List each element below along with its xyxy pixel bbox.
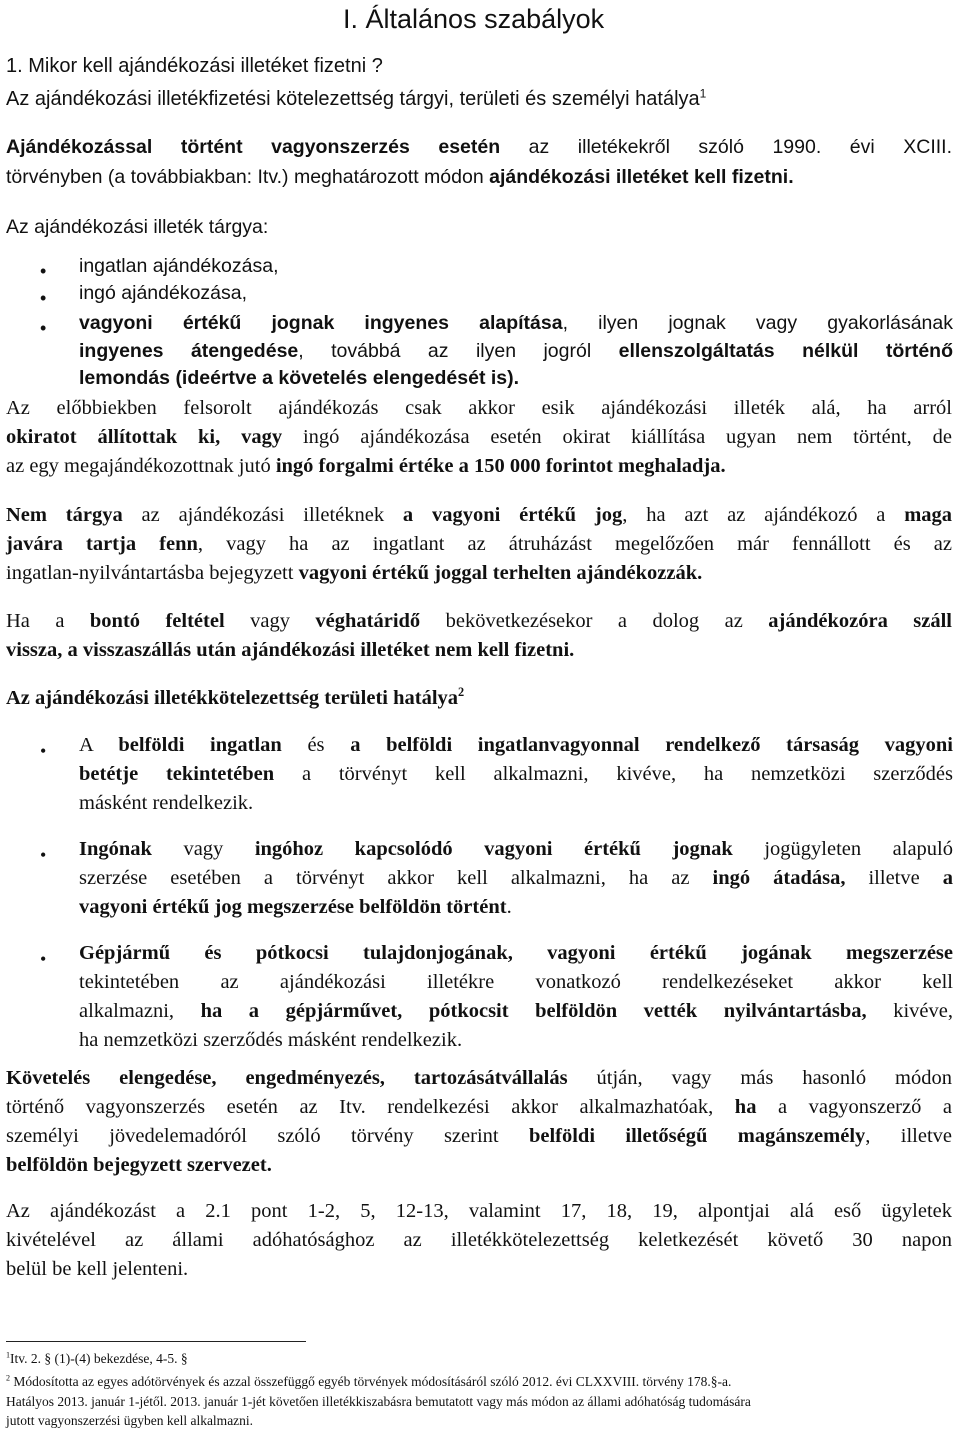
footnote-2-line-3: jutott vagyonszerzési ügyben kell alkalmazni. (6, 1413, 254, 1428)
bullet-icon: • (40, 845, 47, 865)
paragraph-4-line-1 (6, 610, 952, 633)
footnote-ref-2: 2 (458, 685, 465, 700)
o3-text: , ilyen jognak vagy gyakorlásának (562, 312, 953, 334)
paragraph-5-line-4: belföldön bejegyzett szervezet. (6, 1154, 272, 1176)
footnote-2-text: Módosította az egyes adótörvények és azzal összefüggő egyéb törvények módosításáról szóló 2012. évi CLXXVIII. törvény 178.§-a. (10, 1374, 732, 1389)
paragraph-2-line-2 (6, 426, 952, 449)
footnote-1-text: Itv. 2. § (1)-(4) bekezdése, 4-5. § (10, 1351, 188, 1366)
object-item-3-line-1 (79, 312, 953, 335)
t1-text: A (79, 734, 119, 756)
o3-text-2: , továbbá az ilyen jogról (298, 340, 619, 362)
scope-heading (6, 88, 706, 111)
p3-text-4: ingatlan-nyilvántartásba bejegyzett (6, 562, 299, 584)
bullet-icon: • (40, 288, 47, 308)
bullet-icon: • (40, 318, 47, 338)
t2-bold-5: vagyoni értékű jog megszerzése belföldön történt (79, 896, 507, 918)
territorial-1-line-1 (79, 734, 953, 757)
p3-text: az ajándékozási illetéknek (122, 504, 403, 526)
t3-text: alkalmazni, (79, 1000, 201, 1022)
footnote-2-line-2: Hatályos 2013. január 1-jétől. 2013. január 1-jét követően illetékkiszabásra bemutatott vagy más módon az állami adóhatóság tudomására (6, 1394, 751, 1409)
bullet-icon: • (40, 741, 47, 761)
p1-bold-2: ajándékozási illetéket kell fizetni. (489, 166, 794, 188)
paragraph-2-line-1: Az előbbiekben felsorolt ajándékozás csak akkor esik ajándékozási illeték alá, ha arról (6, 397, 952, 419)
paragraph-6-line-1: Az ajándékozást a 2.1 pont 1-2, 5, 12-13, valamint 17, 18, 19, alpontjai alá eső ügyletek (6, 1200, 952, 1222)
p5-text-5: , illetve (865, 1125, 952, 1147)
bullet-icon: • (40, 261, 47, 281)
object-item-1: ingatlan ajándékozása, (79, 255, 279, 277)
p1-bold: Ajándékozással történt vagyonszerzés esetén (6, 136, 501, 158)
p3-bold-2: a vagyoni értékű jog (402, 504, 623, 526)
p4-text: Ha a (6, 610, 90, 632)
paragraph-1-line-1 (6, 136, 952, 159)
t2-bold-2: ingóhoz kapcsolódó vagyoni értékű jognak (254, 838, 733, 860)
territorial-3-line-3 (79, 1000, 953, 1023)
p4-text-3: bekövetkezésekor a dolog az (420, 610, 769, 632)
p2-text: ingó ajándékozása esetén okirat kiállítása ugyan nem történt, de (282, 426, 952, 448)
p5-bold-2: ha (734, 1096, 757, 1118)
territorial-1-line-3: másként rendelkezik. (79, 792, 254, 814)
p5-text-4: személyi jövedelemadóról szóló törvény szerint (6, 1125, 529, 1147)
paragraph-5-line-1 (6, 1067, 952, 1090)
o3-bold-2: ingyenes átengedése (79, 340, 299, 362)
t2-bold: Ingónak (79, 838, 152, 860)
p5-text-3: a vagyonszerző a (756, 1096, 952, 1118)
p1-text-2: törvényben (a továbbiakban: Itv.) meghatározott módon (6, 166, 490, 188)
footnote-ref-1: 1 (699, 86, 707, 101)
object-item-3-line-3: lemondás (ideértve a követelés elengedését is). (79, 367, 520, 389)
paragraph-3-line-1 (6, 504, 952, 527)
t1-bold-2: a belföldi ingatlanvagyonnal rendelkező társaság vagyoni (350, 734, 953, 756)
p3-bold-4: javára tartja fenn (6, 533, 198, 555)
territorial-3-line-1: Gépjármű és pótkocsi tulajdonjogának, vagyoni értékű jogának megszerzése (79, 942, 953, 964)
t2-text: vagy (151, 838, 255, 860)
t3-text-2: kivéve, (866, 1000, 953, 1022)
paragraph-4-line-2: vissza, a visszaszállás után ajándékozási illetéket nem kell fizetni. (6, 639, 575, 661)
t2-text-2: jogügyleten alapuló (732, 838, 953, 860)
page-title: I. Általános szabályok (343, 4, 605, 34)
territorial-2-line-1 (79, 838, 953, 861)
territorial-heading (6, 687, 464, 710)
territorial-3-line-4: ha nemzetközi szerződés másként rendelkezik. (79, 1029, 463, 1051)
paragraph-6-line-2: kivételével az állami adóhatósághoz az illetékkötelezettség keletkezését követő 30 napon (6, 1229, 952, 1251)
footnote-1-marker: 1 (6, 1350, 11, 1360)
p5-text-2: történő vagyonszerzés esetén az Itv. rendelkezési akkor alkalmazhatóak, (6, 1096, 735, 1118)
t2-text-5: . (506, 896, 512, 918)
t1-text-2: és (281, 734, 351, 756)
paragraph-3-line-2 (6, 533, 952, 556)
paragraph-5-line-3 (6, 1125, 952, 1148)
p2-bold: okiratot állítottak ki, vagy (6, 426, 283, 448)
territorial-2-line-2 (79, 867, 953, 890)
t2-text-3: szerzése esetében a törvényt akkor kell alkalmazni, ha az (79, 867, 713, 889)
footnote-2-line-1 (6, 1374, 731, 1390)
paragraph-3-line-3 (6, 562, 702, 585)
question-heading: 1. Mikor kell ajándékozási illetéket fizetni ? (6, 55, 383, 77)
p1-text: az illetékekről szóló 1990. évi XCIII. (500, 136, 952, 158)
p4-bold-2: véghatáridő (315, 610, 421, 632)
t1-text-3: a törvényt kell alkalmazni, kivéve, ha nemzetközi szerződés (274, 763, 953, 785)
footnote-separator (6, 1341, 306, 1342)
p4-bold: bontó feltétel (89, 610, 225, 632)
p4-bold-3: ajándékozóra száll (768, 610, 953, 632)
t1-bold-3: betétje tekintetében (79, 763, 275, 785)
o3-bold: vagyoni értékű jognak ingyenes alapítása (79, 312, 563, 334)
bullet-icon: • (40, 949, 47, 969)
t2-bold-4: a (942, 867, 953, 889)
t3-bold: ha a gépjárművet, pótkocsit belföldön vették nyilvántartásba, (200, 1000, 867, 1022)
object-item-2: ingó ajándékozása, (79, 282, 248, 304)
p5-bold-3: belföldi illetőségű magánszemély (528, 1125, 866, 1147)
object-title: Az ajándékozási illeték tárgya: (6, 216, 269, 238)
paragraph-2-line-3 (6, 455, 726, 478)
territorial-2-line-3 (79, 896, 512, 919)
t2-bold-3: ingó átadása, (712, 867, 846, 889)
paragraph-1-line-2 (6, 166, 794, 189)
p3-bold-3: maga (904, 504, 953, 526)
p3-text-2: , ha azt az ajándékozó a (622, 504, 905, 526)
p5-text: útján, vagy más hasonló módon (567, 1067, 952, 1089)
object-item-3-line-2 (79, 340, 953, 363)
paragraph-5-line-2 (6, 1096, 952, 1119)
paragraph-6-line-3: belül be kell jelenteni. (6, 1258, 189, 1280)
p3-bold: Nem tárgya (6, 504, 123, 526)
p4-text-2: vagy (224, 610, 316, 632)
scope-heading-text: Az ajándékozási illetékfizetési kötelezettség tárgyi, területi és személyi hatálya (6, 88, 700, 110)
t1-bold: belföldi ingatlan (118, 734, 282, 756)
t2-text-4: illetve (845, 867, 943, 889)
p3-bold-5: vagyoni értékű joggal terhelten ajándékozzák. (298, 562, 703, 584)
o3-bold-3: ellenszolgáltatás nélkül történő (618, 340, 954, 362)
p2-bold-2: ingó forgalmi értéke a 150 000 forintot meghaladja. (275, 455, 726, 477)
territorial-heading-text: Az ajándékozási illetékkötelezettség területi hatálya (6, 687, 459, 709)
footnote-1 (6, 1351, 188, 1367)
p5-bold: Követelés elengedése, engedményezés, tartozásátvállalás (6, 1067, 568, 1089)
territorial-3-line-2: tekintetében az ajándékozási illetékre vonatkozó rendelkezéseket akkor kell (79, 971, 953, 993)
footnote-2-marker: 2 (6, 1373, 11, 1383)
p2-text-2: az egy megajándékozottnak jutó (6, 455, 276, 477)
p3-text-3: , vagy ha az ingatlant az átruházást megelőzően már fennállott és az (197, 533, 953, 555)
territorial-1-line-2 (79, 763, 953, 786)
